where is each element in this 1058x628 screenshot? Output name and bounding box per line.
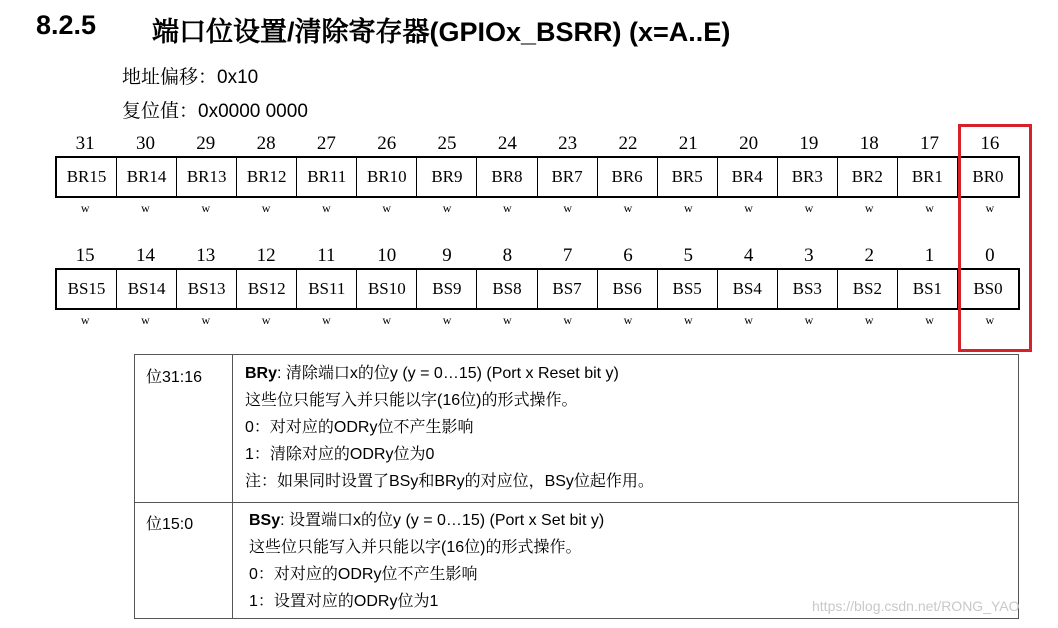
field-summary [245, 364, 654, 391]
bit-number: 1 [924, 245, 935, 266]
access-type: w [683, 313, 693, 327]
access-type: w [744, 201, 753, 215]
column-divider [232, 502, 233, 619]
bit-number: 24 [497, 133, 517, 154]
field-cell: BS1 [898, 270, 958, 308]
bit-number: 3 [804, 245, 814, 266]
field-cell: BR14 [117, 158, 177, 196]
access-type: w [503, 313, 512, 327]
bit-number: 15 [75, 245, 95, 266]
bit-number: 19 [799, 133, 819, 154]
bit-number: 31 [75, 133, 95, 154]
field-cell: BR4 [718, 158, 778, 196]
field-cell: BS5 [658, 270, 718, 308]
bit-number-row [55, 244, 1020, 268]
field-row [55, 268, 1020, 310]
field-cell: BS4 [718, 270, 778, 308]
field-cell: BR15 [57, 158, 117, 196]
bit-number: 2 [864, 245, 874, 266]
access-type: w [442, 201, 452, 215]
access-type: w [925, 313, 934, 327]
bit-number: 18 [859, 133, 879, 154]
field-cell: BR3 [778, 158, 838, 196]
access-type: w [804, 201, 814, 215]
access-type: w [80, 201, 90, 215]
access-type: w [322, 313, 331, 327]
field-cell: BS15 [57, 270, 117, 308]
register-lower-half [55, 244, 1020, 330]
access-type: w [804, 313, 814, 327]
access-type: w [683, 201, 693, 215]
bit-number: 4 [743, 245, 754, 266]
bit-highlight-box [958, 124, 1032, 352]
bit-range-label: 位15:0 [146, 516, 194, 533]
bit-number: 27 [316, 133, 336, 154]
access-type: w [322, 201, 331, 215]
bit-number: 12 [256, 245, 276, 266]
reset-value: 复位值：0x0000 0000 [122, 101, 308, 122]
field-cell: BS7 [538, 270, 598, 308]
field-cell: BS2 [838, 270, 898, 308]
bit-number: 0 [985, 245, 995, 266]
bit-number: 5 [683, 245, 694, 266]
access-row [55, 198, 1020, 218]
access-row [55, 310, 1020, 330]
description-line: 0：对对应的ODRy位不产生影响 [249, 566, 478, 583]
field-cell: BR11 [297, 158, 357, 196]
field-cell: BR6 [598, 158, 658, 196]
bit-number: 13 [196, 245, 216, 266]
bit-number: 22 [618, 133, 638, 154]
field-cell: BS9 [417, 270, 477, 308]
register-upper-half [55, 132, 1020, 218]
bit-range-label: 位31:16 [146, 369, 203, 386]
bit-number: 17 [920, 133, 940, 154]
bit-number: 28 [256, 133, 276, 154]
field-summary-text: : 清除端口x的位y (y = 0…15) (Port x Reset bit y) [277, 365, 619, 382]
field-name: BRy [245, 365, 278, 382]
field-cell: BR7 [538, 158, 598, 196]
field-cell: BR1 [898, 158, 958, 196]
access-type: w [985, 201, 995, 215]
field-cell: BS0 [973, 279, 1003, 298]
field-cell: BS13 [177, 270, 237, 308]
field-cell: BS11 [297, 270, 357, 308]
access-type: w [442, 313, 452, 327]
access-type: w [80, 313, 90, 327]
section-number: 8.2.5 [36, 10, 97, 40]
field-cell: BR9 [417, 158, 477, 196]
bit-number: 30 [135, 133, 155, 154]
access-type: w [623, 313, 633, 327]
field-cell: BR13 [177, 158, 237, 196]
field-cell: BR0 [972, 167, 1004, 186]
access-type: w [201, 201, 211, 215]
field-row [55, 156, 1020, 198]
bit-number: 10 [377, 245, 397, 266]
description-note: 注：如果同时设置了BSy和BRy的对应位，BSy位起作用。 [245, 473, 654, 490]
bit-number: 26 [377, 133, 397, 154]
field-cell: BR2 [838, 158, 898, 196]
section-title: 端口位设置/清除寄存器(GPIOx_BSRR) (x=A..E) [152, 17, 731, 47]
field-summary-text: : 设置端口x的位y (y = 0…15) (Port x Set bit y) [280, 512, 605, 529]
access-type: w [864, 201, 874, 215]
field-cell: BS10 [357, 270, 417, 308]
description-row-bry [135, 355, 1018, 503]
bit-number: 14 [135, 245, 155, 266]
watermark-text: https://blog.csdn.net/RONG_YAO [812, 598, 1020, 614]
bit-number: 6 [623, 245, 633, 266]
field-cell: BS14 [117, 270, 177, 308]
bit-description-table [134, 354, 1019, 619]
description-line: 0：对对应的ODRy位不产生影响 [245, 419, 474, 436]
access-type: w [503, 201, 512, 215]
access-type: w [563, 313, 572, 327]
field-cell: BS8 [477, 270, 537, 308]
bit-number: 8 [502, 245, 513, 266]
description-line: 1：清除对应的ODRy位为0 [245, 446, 435, 463]
bit-number: 29 [196, 133, 216, 154]
field-cell: BR8 [477, 158, 537, 196]
bit-number: 20 [739, 133, 759, 154]
access-type: w [925, 201, 934, 215]
access-type: w [261, 313, 271, 327]
access-type: w [141, 201, 150, 215]
field-cell: BS3 [778, 270, 838, 308]
description-line: 1：设置对应的ODRy位为1 [249, 593, 439, 610]
field-cell: BS6 [598, 270, 658, 308]
field-cell: BR5 [658, 158, 718, 196]
access-type: w [623, 201, 633, 215]
access-type: w [261, 201, 271, 215]
field-cell: BR12 [237, 158, 297, 196]
bit-number: 23 [558, 133, 578, 154]
access-type: w [141, 313, 150, 327]
description-line: 这些位只能写入并只能以字(16位)的形式操作。 [245, 392, 578, 409]
bit-number: 21 [678, 133, 698, 154]
field-cell: BS12 [237, 270, 297, 308]
access-type: w [744, 313, 753, 327]
access-type: w [985, 313, 995, 327]
bit-number: 25 [437, 133, 457, 154]
bit-number: 9 [442, 245, 452, 266]
bit-number: 7 [562, 245, 573, 266]
bit-number-row [55, 132, 1020, 156]
bit-number: 11 [317, 245, 336, 266]
field-name: BSy [249, 512, 281, 529]
column-divider [232, 355, 233, 502]
access-type: w [382, 201, 392, 215]
description-line: 这些位只能写入并只能以字(16位)的形式操作。 [249, 539, 582, 556]
access-type: w [201, 313, 211, 327]
access-type: w [864, 313, 874, 327]
access-type: w [382, 313, 392, 327]
access-type: w [563, 201, 572, 215]
field-summary [249, 511, 604, 538]
field-cell: BR10 [357, 158, 417, 196]
address-offset: 地址偏移：0x10 [122, 67, 259, 88]
bit-number: 16 [980, 133, 1000, 154]
